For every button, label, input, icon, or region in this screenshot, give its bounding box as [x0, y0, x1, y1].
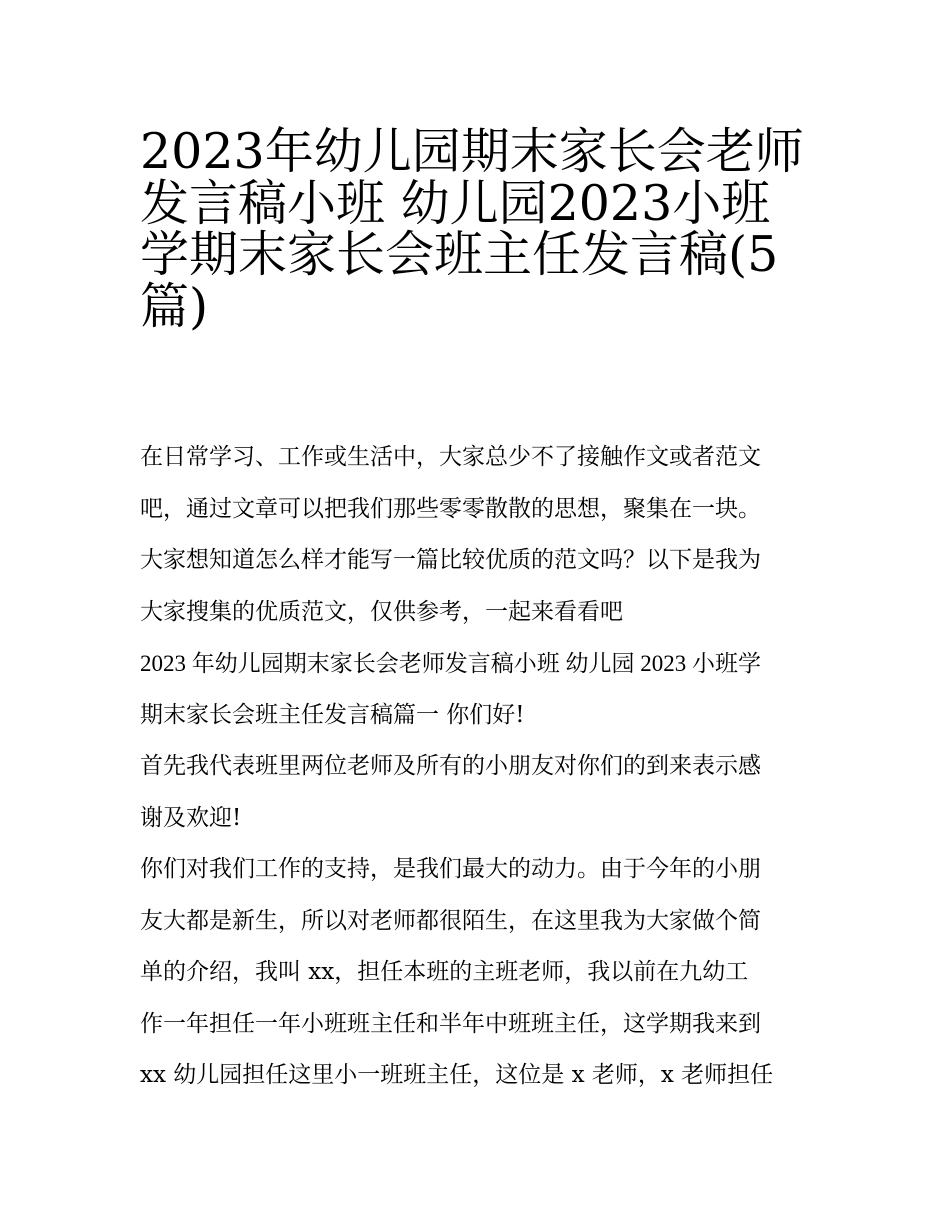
body-line: 大家想知道怎么样才能写一篇比较优质的范文吗？以下是我为 — [140, 547, 761, 573]
document-title — [140, 110, 820, 335]
body-line: 友大都是新生，所以对老师都很陌生，在这里我为大家做个简 — [140, 907, 761, 934]
body-line: 单的介绍，我叫 xx，担任本班的主班老师，我以前在九幼工 — [140, 959, 749, 985]
title-line: 2023年幼儿园期末家长会老师 — [140, 123, 804, 180]
body-line: 首先我代表班里两位老师及所有的小朋友对你们的到来表示感 — [140, 753, 761, 779]
body-line: 在日常学习、工作或生活中，大家总少不了接触作文或者范文 — [140, 444, 761, 470]
body-line: 期末家长会班主任发言稿篇一 你们好! — [140, 701, 525, 728]
body-line: 大家搜集的优质范文，仅供参考，一起来看看吧 — [140, 598, 623, 625]
body-line: 2023 年幼儿园期末家长会老师发言稿小班 幼儿园 2023 小班学 — [140, 651, 761, 676]
body-line: 吧，通过文章可以把我们那些零零散散的思想，聚集在一块。 — [140, 495, 761, 522]
title-line: 发言稿小班 幼儿园2023小班 — [140, 174, 771, 232]
body-line: xx 幼儿园担任这里小一班班主任，这位是 x 老师，x 老师担任 — [140, 1062, 774, 1088]
body-line: 谢及欢迎! — [140, 804, 242, 831]
body-line: 作一年担任一年小班班主任和半年中班班主任，这学期我来到 — [140, 1010, 761, 1037]
title-line: 篇) — [140, 277, 209, 335]
body-line: 你们对我们工作的支持，是我们最大的动力。由于今年的小朋 — [140, 856, 761, 882]
document-body — [140, 432, 820, 1102]
title-line: 学期末家长会班主任发言稿(5 — [140, 226, 779, 283]
